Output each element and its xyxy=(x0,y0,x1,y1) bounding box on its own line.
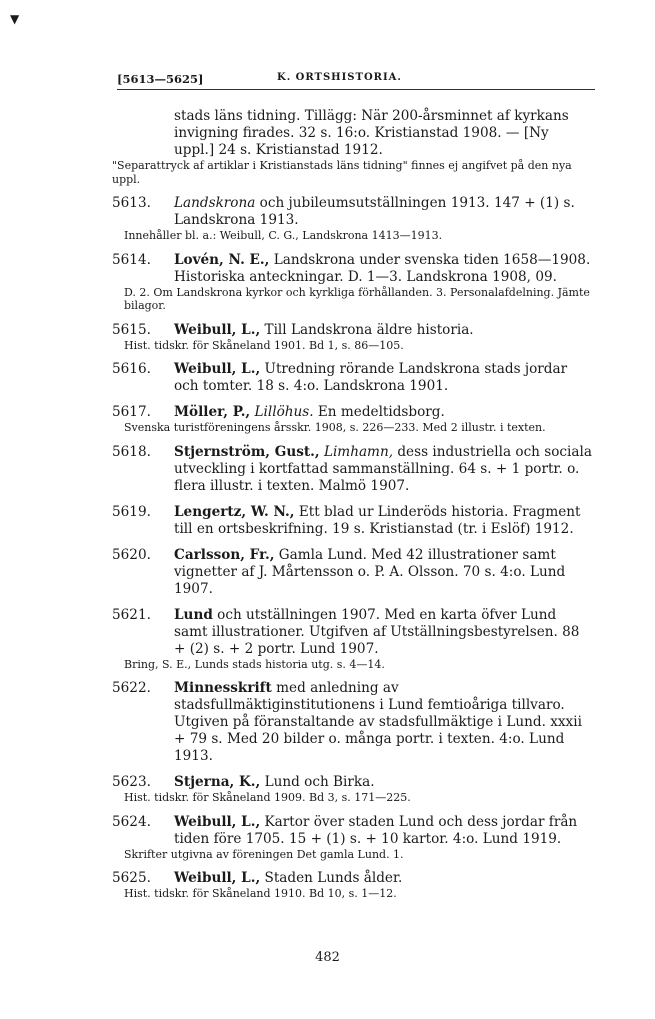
bibliography-entry xyxy=(112,870,592,901)
entry-title: Limhamn, xyxy=(323,443,394,460)
entry-title: Landskrona xyxy=(174,195,256,211)
entry-text: Landskrona under svenska tiden 1658—1908. Historiska anteckningar. D. 1—3. Landskrona 1908, 09. xyxy=(174,251,591,285)
entry-body xyxy=(174,361,592,395)
entry-author: Minnesskrift xyxy=(174,680,272,696)
entry-number: 5619. xyxy=(112,503,151,520)
entry-number: 5614. xyxy=(112,251,151,268)
entry-note: D. 2. Om Landskrona kyrkor och kyrkliga förhållanden. 3. Personalafdelning. Jämte bilagor. xyxy=(124,285,590,312)
entry-number: 5623. xyxy=(112,774,151,790)
corner-mark: ▼ xyxy=(10,12,20,26)
entry-body xyxy=(174,814,592,848)
bibliography-entry xyxy=(112,680,592,765)
entry-number: 5615. xyxy=(112,321,151,338)
entry-note: Skrifter utgivna av föreningen Det gamla Lund. 1. xyxy=(124,847,404,861)
header-title: K. ORTSHISTORIA. xyxy=(277,72,402,83)
entry-author: Lovén, N. E., xyxy=(174,251,270,268)
bibliography-entry xyxy=(112,814,592,862)
entry-text: Ett blad ur Linderöds historia. Fragment till en ortsbeskrifning. 19 s. Kristianstad (tr. i Eslöf) 1912. xyxy=(174,503,581,537)
entry-text: Staden Lunds ålder. xyxy=(260,870,403,886)
entry-number: 5618. xyxy=(112,443,151,460)
entry-text: En medeltidsborg. xyxy=(313,404,445,420)
bibliography-entry xyxy=(112,361,592,395)
entry-note: Bring, S. E., Lunds stads historia utg. s. 4—14. xyxy=(124,657,385,671)
bibliography-entry xyxy=(112,774,592,805)
entry-author: Carlsson, Fr., xyxy=(174,546,275,563)
entry-title: Lillöhus. xyxy=(254,404,314,420)
entry-note: Hist. tidskr. för Skåneland 1909. Bd 3, s. 171—225. xyxy=(124,791,411,804)
entry-number: 5613. xyxy=(112,195,151,211)
entry-number: 5617. xyxy=(112,404,151,420)
entry-author: Weibull, L., xyxy=(174,870,261,886)
entry-note: Svenska turistföreningens årsskr. 1908, s. 226—233. Med 2 illustr. i texten. xyxy=(124,421,546,434)
entry-body xyxy=(174,322,592,339)
entry-text: Gamla Lund. Med 42 illustrationer samt vignetter af J. Mårtensson o. P. A. Olsson. 70 s. 4:o. Lund 1907. xyxy=(174,546,566,597)
entry-author: Weibull, L., xyxy=(174,321,261,338)
entry-author: Stjerna, K., xyxy=(174,774,261,790)
bibliography-list xyxy=(112,108,592,910)
entry-text: och utställningen 1907. Med en karta öfver Lund samt illustrationer. Utgifven af Utställningsbestyrelsen. 88 + (2) s. + 2 portr. Lund 1907. xyxy=(174,606,580,657)
entry-body xyxy=(174,404,592,421)
entry-author: Möller, P., xyxy=(174,404,251,420)
bibliography-entry xyxy=(112,252,592,313)
page-number: 482 xyxy=(315,950,340,965)
entry-body xyxy=(174,870,592,887)
entry-number: 5616. xyxy=(112,361,151,377)
entry-number: 5622. xyxy=(112,680,151,696)
entry-text: Utredning rörande Landskrona stads jordar och tomter. 18 s. 4:o. Landskrona 1901. xyxy=(174,361,568,394)
entry-body xyxy=(174,680,592,765)
bibliography-entry xyxy=(112,404,592,435)
entry-note: Innehåller bl. a.: Weibull, C. G., Landskrona 1413—1913. xyxy=(124,229,443,242)
entry-text: Kartor över staden Lund och dess jordar från tiden före 1705. 15 + (1) s. + 10 kartor. 4:o. Lund 1919. xyxy=(174,813,578,847)
entry-text: och jubileumsutställningen 1913. 147 + (1) s. Landskrona 1913. xyxy=(174,195,575,228)
entry-number: 5621. xyxy=(112,606,151,623)
entry-text: Till Landskrona äldre historia. xyxy=(260,321,474,338)
entry-author: Stjernström, Gust., xyxy=(174,443,320,460)
entry-number: 5620. xyxy=(112,546,151,563)
running-header xyxy=(117,72,595,90)
entry-text: dess industriella och sociala utveckling i kortfattad sammanställning. 64 s. + 1 portr. o. flera illustr. i texten. Malmö 1907. xyxy=(174,443,592,494)
bibliography-entry xyxy=(112,444,592,495)
continuation-note: "Separattryck af artiklar i Kristianstads läns tidning" finnes ej angifvet på den nya uppl. xyxy=(112,159,572,186)
entry-text: Lund och Birka. xyxy=(260,774,375,790)
continuation-entry xyxy=(112,108,592,186)
entry-text: med anledning av stadsfullmäktiginstitutionens i Lund femtioåriga tillvaro. Utgiven på föranstaltande av stadsfullmäktige i Lund. xxxii + 79 s. Med 20 bilder o. många portr. i texten. 4:o. Lund 1913. xyxy=(174,680,582,764)
entry-body xyxy=(174,195,592,229)
bibliography-entry xyxy=(112,322,592,353)
entry-author: Lengertz, W. N., xyxy=(174,503,295,520)
entry-author: Weibull, L., xyxy=(174,361,261,377)
entry-body xyxy=(174,607,592,658)
entry-note: Hist. tidskr. för Skåneland 1910. Bd 10, s. 1—12. xyxy=(124,887,397,900)
entry-author: Weibull, L., xyxy=(174,813,261,830)
entry-number: 5624. xyxy=(112,813,151,830)
entry-body xyxy=(174,504,592,538)
header-range: [5613—5625] xyxy=(117,72,204,86)
bibliography-entry xyxy=(112,607,592,672)
continuation-text: stads läns tidning. Tillägg: När 200-årsminnet af kyrkans invigning firades. 32 s. 16:o. Kristianstad 1908. — [Ny uppl.] 24 s. Kristianstad 1912. xyxy=(174,108,569,158)
entry-note: Hist. tidskr. för Skåneland 1901. Bd 1, s. 86—105. xyxy=(124,338,404,352)
bibliography-entry xyxy=(112,195,592,243)
bibliography-entry xyxy=(112,504,592,538)
entry-body xyxy=(174,547,592,598)
entry-body xyxy=(174,444,592,495)
entry-body xyxy=(174,252,592,286)
entry-author: Lund xyxy=(174,606,213,623)
entry-body xyxy=(174,774,592,791)
bibliography-entry xyxy=(112,547,592,598)
entry-number: 5625. xyxy=(112,870,151,886)
